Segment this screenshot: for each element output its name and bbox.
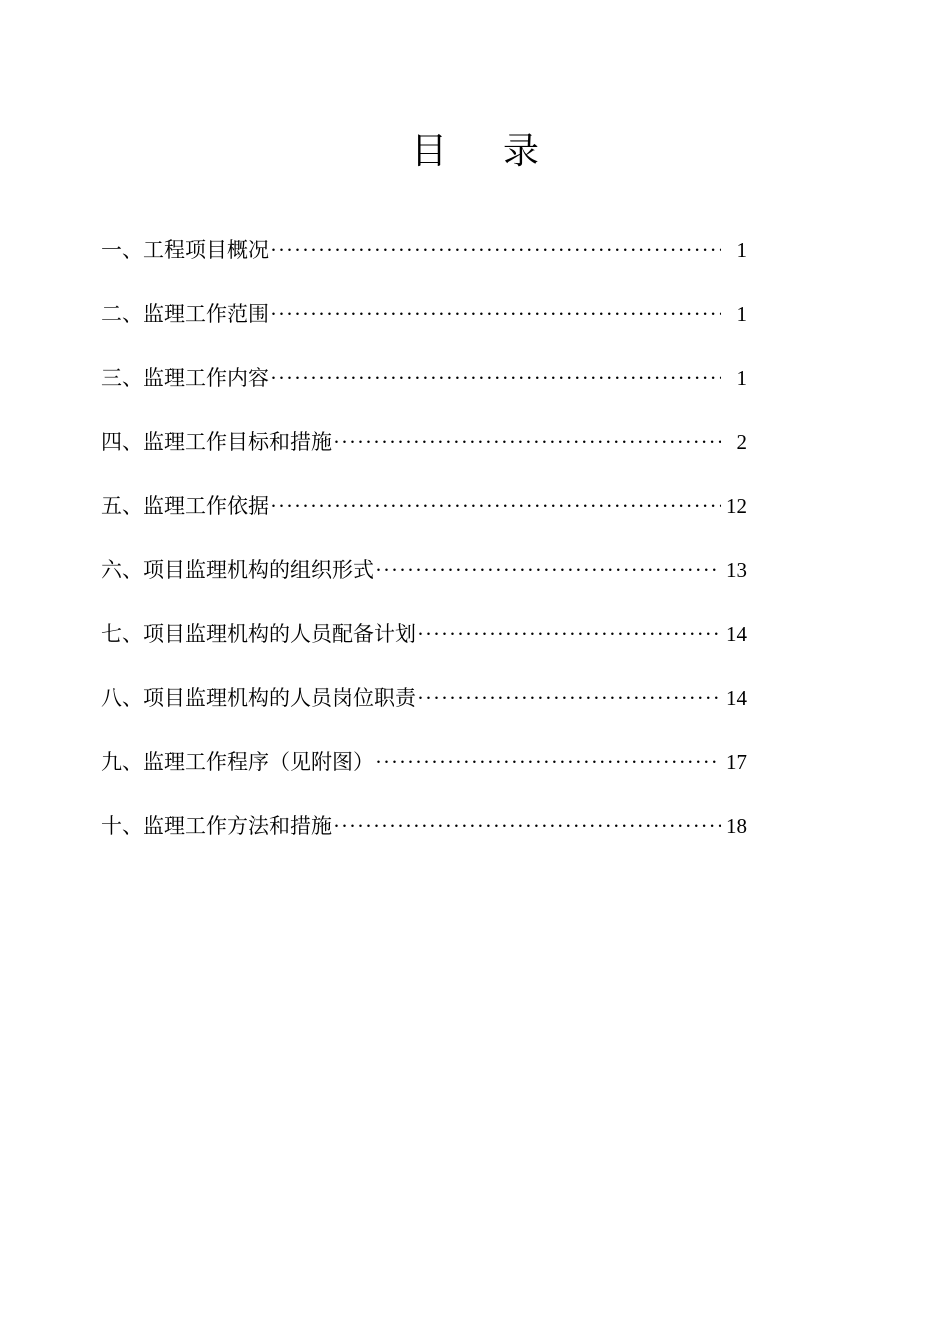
toc-entry[interactable] <box>101 550 747 614</box>
toc-entry-page-number: 1 <box>736 366 747 390</box>
toc-entry-label: 一、工程项目概况 <box>101 238 269 262</box>
toc-dot-leader <box>333 806 721 846</box>
toc-dot-leader <box>417 614 721 654</box>
toc-entry-page-number: 18 <box>726 814 747 838</box>
toc-entry-page-number: 14 <box>726 622 747 646</box>
toc-dot-leader <box>375 550 721 590</box>
toc-entry[interactable] <box>101 678 747 742</box>
toc-entry[interactable] <box>101 614 747 678</box>
toc-entry-page-number: 13 <box>726 558 747 582</box>
toc-entry[interactable] <box>101 422 747 486</box>
toc-entry-label: 七、项目监理机构的人员配备计划 <box>101 622 416 646</box>
toc-entry-label: 四、监理工作目标和措施 <box>101 430 332 454</box>
toc-entry-label: 八、项目监理机构的人员岗位职责 <box>101 686 416 710</box>
toc-entry-label: 五、监理工作依据 <box>101 494 269 518</box>
toc-dot-leader <box>270 294 721 334</box>
toc-entry[interactable] <box>101 294 747 358</box>
toc-entry-page-number: 12 <box>726 494 747 518</box>
toc-entry-page-number: 1 <box>736 302 747 326</box>
toc-dot-leader <box>417 678 721 718</box>
toc-dot-leader <box>270 230 721 270</box>
toc-dot-leader <box>270 358 721 398</box>
toc-title: 目录 <box>410 131 595 172</box>
toc-list <box>101 230 747 870</box>
toc-entry-page-number: 17 <box>726 750 747 774</box>
toc-entry[interactable] <box>101 742 747 806</box>
toc-dot-leader <box>375 742 721 782</box>
toc-entry[interactable] <box>101 230 747 294</box>
toc-entry[interactable] <box>101 806 747 870</box>
toc-dot-leader <box>333 422 721 462</box>
toc-entry-label: 九、监理工作程序（见附图） <box>101 750 374 774</box>
toc-dot-leader <box>270 486 721 526</box>
toc-entry[interactable] <box>101 486 747 550</box>
toc-entry-label: 十、监理工作方法和措施 <box>101 814 332 838</box>
toc-entry-label: 三、监理工作内容 <box>101 366 269 390</box>
toc-entry-label: 二、监理工作范围 <box>101 302 269 326</box>
toc-entry-label: 六、项目监理机构的组织形式 <box>101 558 374 582</box>
toc-entry-page-number: 2 <box>736 430 747 454</box>
toc-entry-page-number: 1 <box>736 238 747 262</box>
toc-entry-page-number: 14 <box>726 686 747 710</box>
toc-entry[interactable] <box>101 358 747 422</box>
